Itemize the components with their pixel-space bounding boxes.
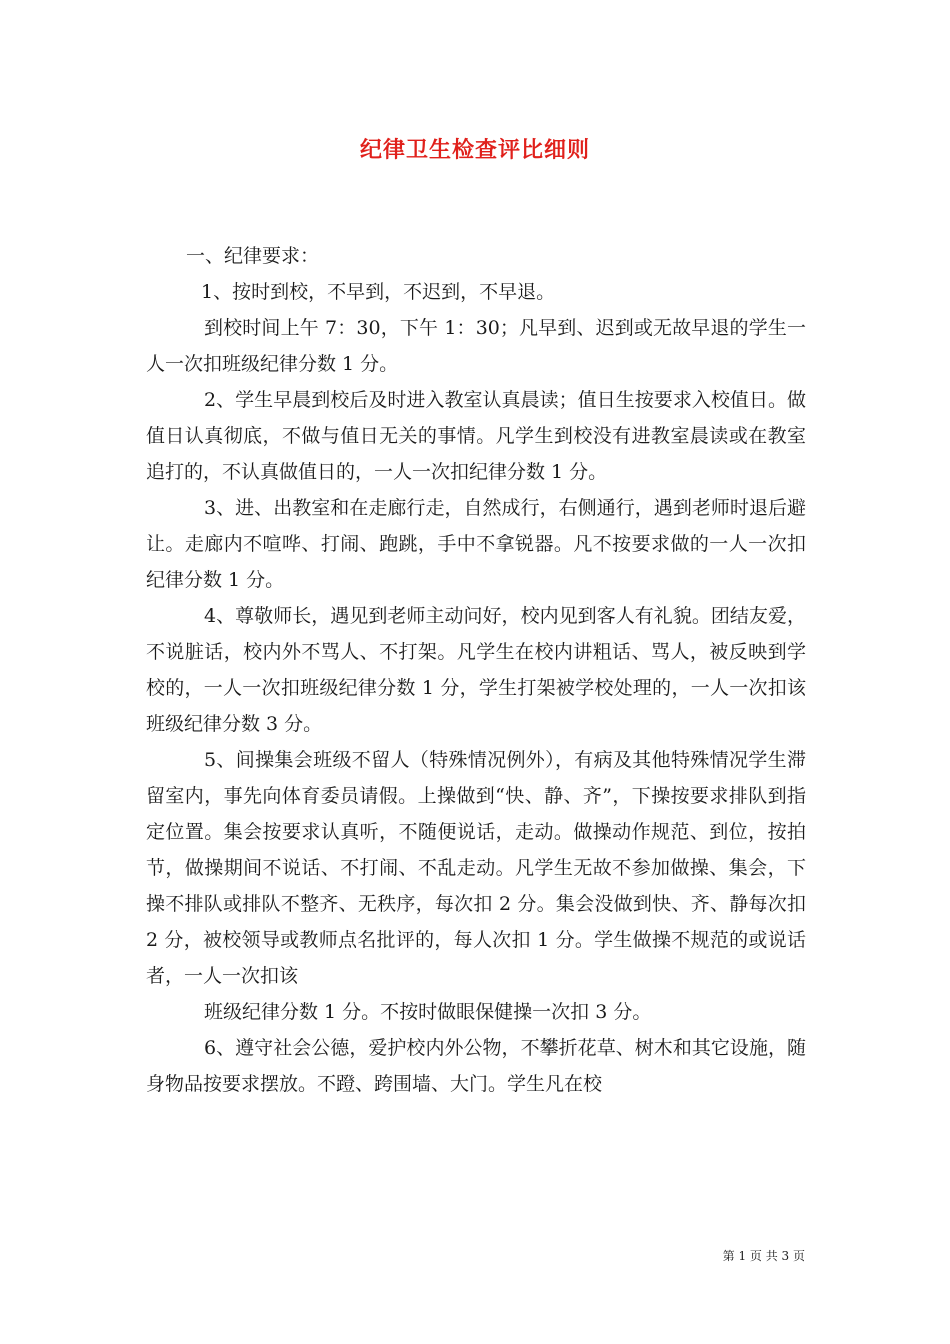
rule-6: 6、遵守社会公德，爱护校内外公物，不攀折花草、树木和其它设施，随身物品按要求摆放。不蹬、跨围墙、大门。学生凡在校: [146, 1037, 806, 1095]
page-number: 第 1 页 共 3 页: [722, 1249, 805, 1263]
rule-5: 5、间操集会班级不留人（特殊情况例外），有病及其他特殊情况学生滞留室内，事先向体育委员请假。上操做到“快、静、齐”，下操按要求排队到指定位置。集会按要求认真听，不随便说话，走动。做操动作规范、到位，按拍节，做操期间不说话、不打闹、不乱走动。凡学生无故不参加做操、集会，下操不排队或排队不整齐、无秩序，每次扣 2 分。集会没做到快、齐、静每次扣 2 分，被校领导或教师点名批评的，每人次扣 1 分。学生做操不规范的或说话者，一人一次扣该: [146, 749, 806, 987]
rule-4: 4、尊敬师长，遇见到老师主动问好，校内见到客人有礼貌。团结友爱，不说脏话，校内外不骂人、不打架。凡学生在校内讲粗话、骂人，被反映到学校的，一人一次扣班级纪律分数 1 分，学生打架被学校处理的，一人一次扣该班级纪律分数 3 分。: [146, 605, 806, 735]
rule-2: 2、学生早晨到校后及时进入教室认真晨读；值日生按要求入校值日。做值日认真彻底，不做与值日无关的事情。凡学生到校没有进教室晨读或在教室追打的，不认真做值日的，一人一次扣纪律分数 1 分。: [146, 389, 806, 483]
document-title: 纪律卫生检查评比细则: [359, 137, 590, 163]
rule-1: 1、按时到校，不早到，不迟到，不早退。: [201, 281, 556, 303]
rule-1-detail: 到校时间上午 7：30，下午 1：30；凡早到、迟到或无故早退的学生一人一次扣班级纪律分数 1 分。: [146, 317, 806, 375]
rule-5-continuation: 班级纪律分数 1 分。不按时做眼保健操一次扣 3 分。: [204, 1001, 652, 1023]
rule-3: 3、进、出教室和在走廊行走，自然成行，右侧通行，遇到老师时退后避让。走廊内不喧哗、打闹、跑跳，手中不拿锐器。凡不按要求做的一人一次扣纪律分数 1 分。: [146, 497, 806, 591]
document-body: [146, 238, 806, 1102]
section-heading-discipline: 一、纪律要求：: [186, 245, 320, 267]
